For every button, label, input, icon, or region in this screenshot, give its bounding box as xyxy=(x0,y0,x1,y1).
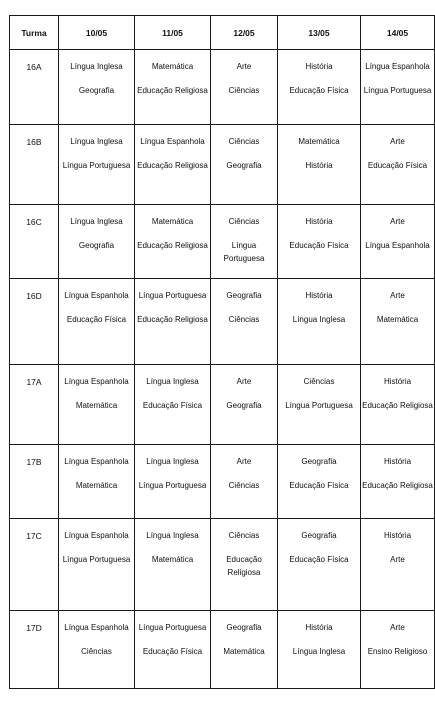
subject-label: Educação Religiosa xyxy=(362,481,433,490)
subject-label: Ciências xyxy=(228,217,260,226)
subject-label: Geografia xyxy=(226,291,262,300)
subject-label: Língua Espanhola xyxy=(64,291,129,300)
turma-label: 17C xyxy=(26,531,42,541)
subject-label: Educação Física xyxy=(289,241,349,250)
schedule-cell xyxy=(59,365,135,445)
table-row xyxy=(10,50,435,125)
subject-label: Língua Portuguesa xyxy=(363,86,432,95)
subject-label: Geografia xyxy=(78,86,115,95)
subject-label: Língua Espanhola xyxy=(64,623,129,632)
header-date: 11/05 xyxy=(135,16,211,50)
schedule-cell xyxy=(278,205,361,279)
schedule-cell xyxy=(135,125,211,205)
subject-label: Educação Física xyxy=(142,401,203,410)
subject-label: História xyxy=(383,377,412,386)
schedule-cell xyxy=(278,279,361,365)
schedule-cell xyxy=(211,365,278,445)
turma-cell xyxy=(10,279,59,365)
subject-label: Língua Inglesa xyxy=(70,217,123,226)
table-row xyxy=(10,125,435,205)
subject-label: Educação Religiosa xyxy=(137,161,208,170)
subject-label: Língua Portuguesa xyxy=(62,161,131,170)
subject-label: Língua Portuguesa xyxy=(285,401,353,410)
schedule-cell xyxy=(361,445,435,519)
turma-label: 16B xyxy=(26,137,42,147)
table-row xyxy=(10,445,435,519)
subject-label: Língua Inglesa xyxy=(70,62,123,71)
turma-cell xyxy=(10,205,59,279)
subject-label: Matemática xyxy=(298,137,340,146)
subject-label: Língua Inglesa xyxy=(292,315,346,324)
schedule-cell xyxy=(135,365,211,445)
schedule-cell xyxy=(361,611,435,689)
subject-label: Arte xyxy=(236,377,252,386)
subject-label: Geografia xyxy=(226,401,262,410)
subject-label: Matemática xyxy=(151,62,194,71)
schedule-cell xyxy=(59,279,135,365)
table-row xyxy=(10,279,435,365)
subject-label: Educação Religiosa xyxy=(226,555,262,577)
turma-cell xyxy=(10,445,59,519)
table-body xyxy=(10,50,435,689)
schedule-cell xyxy=(278,365,361,445)
subject-label: Língua Portuguesa xyxy=(62,555,131,564)
subject-label: Geografia xyxy=(226,161,262,170)
header-row xyxy=(10,16,435,50)
subject-label: Ensino Religioso xyxy=(367,647,428,656)
header-date: 12/05 xyxy=(211,16,278,50)
subject-label: Matemática xyxy=(376,315,419,324)
subject-label: Geografia xyxy=(226,623,262,632)
subject-label: Arte xyxy=(390,555,405,564)
turma-label: 17B xyxy=(26,457,42,467)
schedule-cell xyxy=(135,205,211,279)
schedule-cell xyxy=(361,205,435,279)
schedule-table xyxy=(9,15,435,689)
subject-label: Matemática xyxy=(151,555,194,564)
subject-label: Educação Religiosa xyxy=(137,315,208,324)
schedule-cell xyxy=(278,445,361,519)
schedule-cell xyxy=(211,611,278,689)
schedule-cell xyxy=(59,611,135,689)
subject-label: História xyxy=(305,291,333,300)
subject-label: Língua Inglesa xyxy=(292,647,346,656)
turma-label: 16A xyxy=(26,62,42,72)
subject-label: Educação Física xyxy=(289,86,349,95)
table-row xyxy=(10,365,435,445)
subject-label: Arte xyxy=(390,291,405,300)
schedule-cell xyxy=(59,125,135,205)
schedule-cell xyxy=(135,50,211,125)
subject-label: Arte xyxy=(390,137,405,146)
subject-label: Língua Inglesa xyxy=(146,377,199,386)
subject-label: História xyxy=(305,62,333,71)
schedule-cell xyxy=(361,279,435,365)
turma-label: 17A xyxy=(26,377,42,387)
subject-label: Educação Religiosa xyxy=(362,401,433,410)
subject-label: Geografia xyxy=(301,531,337,540)
schedule-cell xyxy=(59,445,135,519)
subject-label: Geografia xyxy=(78,241,115,250)
subject-label: História xyxy=(383,531,412,540)
schedule-cell xyxy=(211,519,278,611)
table-row xyxy=(10,205,435,279)
turma-cell xyxy=(10,611,59,689)
schedule-document xyxy=(9,15,435,689)
subject-label: Ciências xyxy=(228,137,260,146)
subject-label: Arte xyxy=(390,217,405,226)
subject-label: Língua Espanhola xyxy=(64,531,129,540)
subject-label: Educação Física xyxy=(66,315,127,324)
table-row xyxy=(10,519,435,611)
subject-label: Matemática xyxy=(75,401,118,410)
turma-label: 16C xyxy=(26,217,42,227)
subject-label: Língua Portuguesa xyxy=(138,291,207,300)
schedule-cell xyxy=(361,50,435,125)
subject-label: Educação Física xyxy=(142,647,203,656)
subject-label: História xyxy=(305,161,333,170)
turma-cell xyxy=(10,519,59,611)
subject-label: Matemática xyxy=(151,217,194,226)
subject-label: Arte xyxy=(390,623,405,632)
header-date: 13/05 xyxy=(278,16,361,50)
subject-label: Matemática xyxy=(75,481,118,490)
table-row xyxy=(10,611,435,689)
turma-label: 16D xyxy=(26,291,42,301)
schedule-cell xyxy=(59,50,135,125)
subject-label: Língua Espanhola xyxy=(140,137,205,146)
schedule-cell xyxy=(135,519,211,611)
subject-label: Ciências xyxy=(303,377,335,386)
subject-label: Língua Portuguesa xyxy=(138,481,207,490)
subject-label: Arte xyxy=(236,62,252,71)
subject-label: História xyxy=(305,623,333,632)
turma-cell xyxy=(10,50,59,125)
schedule-cell xyxy=(135,279,211,365)
subject-label: Arte xyxy=(236,457,252,466)
header-date: 14/05 xyxy=(361,16,435,50)
subject-label: Língua Espanhola xyxy=(64,377,129,386)
schedule-cell xyxy=(211,125,278,205)
subject-label: Língua Espanhola xyxy=(64,457,129,466)
schedule-cell xyxy=(211,445,278,519)
subject-label: Ciências xyxy=(228,531,260,540)
subject-label: Matemática xyxy=(223,647,265,656)
schedule-cell xyxy=(361,365,435,445)
schedule-cell xyxy=(211,50,278,125)
subject-label: Língua Inglesa xyxy=(146,457,199,466)
schedule-cell xyxy=(278,125,361,205)
table-header xyxy=(10,16,435,50)
schedule-cell xyxy=(278,519,361,611)
subject-label: História xyxy=(383,457,412,466)
subject-label: História xyxy=(305,217,333,226)
subject-label: Língua Espanhola xyxy=(365,62,430,71)
header-date: 10/05 xyxy=(59,16,135,50)
subject-label: Educação Religiosa xyxy=(137,86,208,95)
schedule-cell xyxy=(361,519,435,611)
schedule-cell xyxy=(135,611,211,689)
schedule-cell xyxy=(135,445,211,519)
schedule-cell xyxy=(59,519,135,611)
schedule-cell xyxy=(211,279,278,365)
turma-label: 17D xyxy=(26,623,42,633)
subject-label: Ciências xyxy=(228,86,260,95)
subject-label: Língua Inglesa xyxy=(146,531,199,540)
schedule-cell xyxy=(278,611,361,689)
turma-cell xyxy=(10,125,59,205)
subject-label: Ciências xyxy=(228,315,260,324)
subject-label: Ciências xyxy=(228,481,260,490)
schedule-cell xyxy=(211,205,278,279)
subject-label: Língua Inglesa xyxy=(70,137,123,146)
subject-label: Educação Física xyxy=(289,481,349,490)
subject-label: Língua Espanhola xyxy=(365,241,430,250)
subject-label: Educação Física xyxy=(367,161,428,170)
subject-label: Ciências xyxy=(81,647,112,656)
schedule-cell xyxy=(59,205,135,279)
turma-cell xyxy=(10,365,59,445)
subject-label: Educação Física xyxy=(289,555,349,564)
subject-label: Geografia xyxy=(301,457,337,466)
schedule-cell xyxy=(361,125,435,205)
subject-label: Educação Religiosa xyxy=(137,241,208,250)
subject-label: Língua Portuguesa xyxy=(138,623,207,632)
header-turma: Turma xyxy=(10,16,59,50)
schedule-cell xyxy=(278,50,361,125)
subject-label: Língua Portuguesa xyxy=(223,241,265,263)
